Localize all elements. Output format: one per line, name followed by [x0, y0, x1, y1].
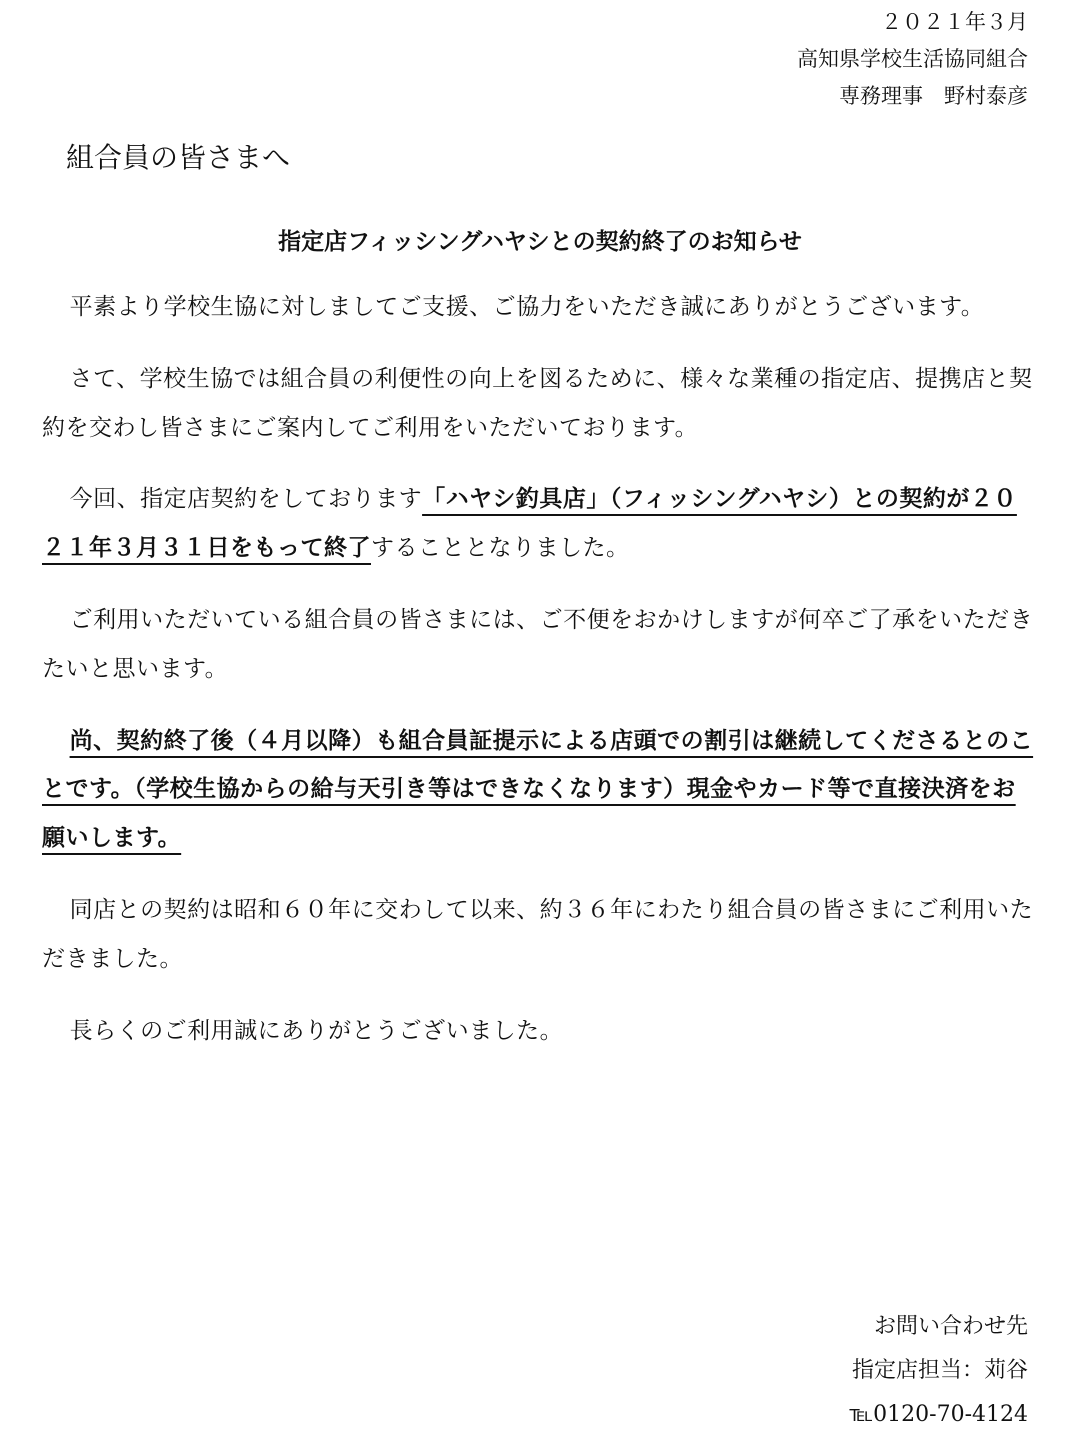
notice-title: 指定店フィッシングハヤシとの契約終了のお知らせ [278, 229, 802, 255]
letter-body [42, 283, 1038, 1078]
termination-lead: 今回、指定店契約をしております [69, 486, 423, 513]
paragraph-greeting: 平素より学校生協に対しましてご支援、ご協力をいただき誠にありがとうございます。 [69, 294, 985, 320]
salutation: 組合員の皆さまへ [66, 141, 291, 174]
letter-header [797, 4, 1028, 115]
paragraph-thanks: 長らくのご利用誠にありがとうございました。 [69, 1017, 564, 1044]
discount-emphasis: 尚、契約終了後（４月以降）も組合員証提示による店頭での割引は継続してくださるとのことです。（学校生協からの給与天引き等はできなくなります）現金やカード等で直接決済をお願いします。 [42, 727, 1034, 852]
paragraph-background: さて、学校生協では組合員の利便性の向上を図るために、様々な業種の指定店、提携店と契約を交わし皆さまにご案内してご利用をいただいております。 [42, 365, 1033, 441]
paragraph-discount-notice [42, 717, 1038, 863]
termination-emphasis: 「ハヤシ釣具店」（フィッシングハヤシ）との契約が２０２１年３月３１日をもって終了 [42, 486, 1017, 562]
sender-name: 専務理事 野村泰彦 [839, 84, 1028, 108]
issue-date: ２０２１年３月 [881, 10, 1028, 34]
contact-block [850, 1305, 1028, 1437]
termination-tail: することとなりました。 [371, 535, 630, 562]
contact-heading: お問い合わせ先 [873, 1314, 1028, 1339]
contact-phone: ℡0120-70-4124 [849, 1402, 1028, 1427]
sender-organization: 高知県学校生活協同組合 [797, 47, 1028, 71]
paragraph-history: 同店との契約は昭和６０年に交わして以来、約３６年にわたり組合員の皆さまにご利用いただきました。 [42, 896, 1034, 972]
paragraph-apology: ご利用いただいている組合員の皆さまには、ご不便をおかけしますが何卒ご了承をいただきたいと思います。 [42, 606, 1034, 682]
paragraph-termination [42, 475, 1038, 573]
contact-person: 指定店担当：苅谷 [851, 1358, 1028, 1383]
